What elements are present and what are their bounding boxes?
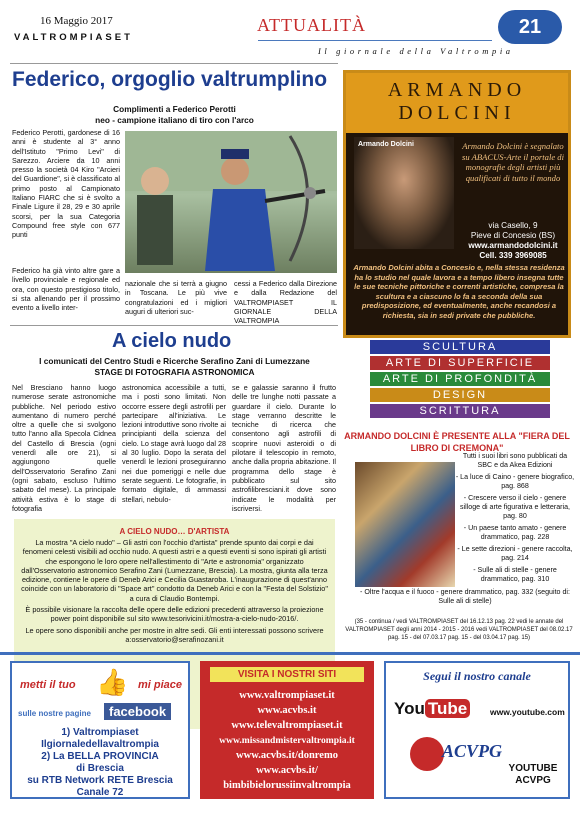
article1-col3: cessi a Federico dalla Direzione e dalla Redazione del VALTROMPIASET IL GIORNALE DELLA VALTROMPIA bbox=[234, 279, 337, 326]
band-surface: ARTE DI SUPERFICIE bbox=[370, 356, 550, 370]
facebook-box bbox=[10, 661, 190, 799]
site-link[interactable]: www.televaltrompiaset.it bbox=[231, 720, 343, 731]
site-link[interactable]: www.acvbs.it/ bbox=[256, 765, 318, 776]
bottom-band bbox=[0, 652, 580, 655]
newspaper-subtitle: Il giornale della Valtrompia bbox=[318, 46, 514, 56]
fb-pages-list: 1) Valtrompiaset Ilgiornaledellavaltrompia 2) La BELLA PROVINCIA di Brescia su RTB Network RETE Brescia Canale 72 bbox=[27, 727, 173, 798]
fb-put: metti il tuo bbox=[20, 679, 76, 691]
youtube-box bbox=[384, 661, 570, 799]
band-depth: ARTE DI PROFONDITÀ bbox=[370, 372, 550, 386]
article1-subtitle: Complimenti a Federico Perotti neo - campione italiano di tiro con l'arco bbox=[95, 104, 254, 125]
fb-like: mi piace bbox=[138, 679, 183, 691]
acvpg-text: ACVPG bbox=[442, 741, 503, 761]
books-last: - Oltre l'acqua e il fuoco - genere drammatico, pag. 332 (seguito di: Sulle ali di stelle) bbox=[360, 588, 570, 605]
article1-col2: nazionale che si terrà a giugno in Toscana. Le più vive congratulazioni ed i migliori auguri di ulteriori suc- bbox=[125, 279, 227, 316]
ad-address: via Casello, 9 Pieve di Concesio (BS) www.armandodolcini.it Cell. 339 3969085 bbox=[468, 221, 558, 260]
article1-title: Federico, orgoglio valtrumplino bbox=[12, 68, 328, 91]
article2-title: A cielo nudo bbox=[112, 330, 232, 352]
article2-col3: se e galassie saranno il frutto delle tre lunghe notti passate a guardare il cielo. Durante lo stage verranno descritte le tecniche di ricerca che consentono agli astrofili di scoprire nuovi asteroidi o di pilotare il telescopio in remoto, anche dalla propria abitazione. Il programma dello stage è pubblicato sul sito astrofilibresciani.it dove sono indicate le modalità per iscriversi. bbox=[232, 383, 336, 513]
article1-col1: Federico Perotti, gardonese di 16 anni è studente al 3° anno dell'Istituto "Primo Levi" di Sarezzo. Arciere da 10 anni presso la società 04 Kiro "Arcieri del Guardione", si è classificato al primo posto al Campionato Italiano FIARC che si è svolto a Finale Ligure il 28, 29 e 30 aprile scorsi, per la sua Categoria Compound free style con 677 punti bbox=[12, 128, 120, 240]
site-link[interactable]: bimbibielorussiinvaltrompia bbox=[223, 780, 351, 791]
band-design: DESIGN bbox=[370, 388, 550, 402]
site-link[interactable]: www.acvbs.it/donremo bbox=[236, 750, 338, 761]
archer-photo bbox=[125, 131, 337, 273]
art-box-title: A CIELO NUDO… D'ARTISTA bbox=[119, 527, 230, 536]
ad-text: Armando Dolcini è segnalato su ABACUS-Arte il portale di monografie degli artisti più qualificati di tutto il mondo bbox=[461, 141, 564, 183]
yt-url[interactable]: www.youtube.com bbox=[490, 707, 565, 717]
artist-photo: Armando Dolcini bbox=[354, 137, 454, 249]
youtube-logo[interactable]: You Tube bbox=[394, 699, 470, 719]
divider-mid bbox=[10, 325, 338, 326]
issue-date: 16 Maggio 2017 bbox=[40, 15, 113, 27]
sites-title: VISITA I NOSTRI SITI bbox=[210, 667, 364, 682]
ad-description: Armando Dolcini abita a Concesio e, nella stessa residenza ha lo studio nel quale lavora e a tempo libero insegna tutte le sue tecniche pittoriche e correnti artistiche, compresa la scultura e a ciascuno lo fa a seconda della sua predisposizione, ed eventualmente, anche recandosi a richiesta, sia in sedi private che pubbliche. bbox=[353, 263, 565, 320]
yt-title: Segui il nostro canale bbox=[423, 669, 531, 683]
article2-subtitle: I comunicati del Centro Studi e Ricerche Serafino Zani di Lumezzane STAGE DI FOTOGRAFIA ASTRONOMICA bbox=[39, 356, 310, 377]
ad-header: ARMANDO DOLCINI bbox=[346, 73, 568, 133]
band-writing: SCRITTURA bbox=[370, 404, 550, 418]
brand-name: VALTROMPIASET bbox=[14, 32, 133, 43]
article2-col1: Nel Bresciano hanno luogo numerose serate astronomiche pubbliche. Nel periodo estivo aumentano di numero perché oltre a quelle che si svolgono tutto l'anno alla Specola Cidnea del Castello di Brescia (ogni venerdì alle ore 21), si aggiungono quelle dell'Osservatorio Serafino Zani (ogni sabato, escluso l'ultimo sabato del mese). La principale attività estiva è lo stage di fotografia bbox=[12, 383, 116, 513]
site-link[interactable]: www.missandmistervaltrompia.it bbox=[219, 735, 355, 746]
page-number: 21 bbox=[498, 10, 562, 44]
section-title: ATTUALITÀ bbox=[257, 15, 366, 35]
books-note: (35 - continua / vedi VALTROMPIASET del 16.12.13 pag. 22 vedi le annate del VALTROMPIASET degli anni 2014 - 2015 - 2016 vedi VALTROMPIASET del 08.02.17 pag. 15 - del 07.03.17 pag. 15 - del 03.04.17 pag. 15) bbox=[345, 619, 573, 641]
acvpg-logo bbox=[410, 737, 444, 771]
yt-labels: YOUTUBE ACVPG bbox=[508, 763, 558, 786]
site-link[interactable]: www.acvbs.it bbox=[257, 705, 317, 716]
art-categories bbox=[370, 340, 550, 420]
fb-on-pages: sulle nostre pagine bbox=[18, 709, 91, 718]
sites-links bbox=[200, 688, 374, 793]
art-box-p1: La mostra "A cielo nudo" – Gli astri con l'occhio d'artista" prende spunto dai corpi e dai fenomeni celesti visibili ad occhio nudo. A questi astri e a questi eventi si sono ispirati gli artisti che espongono le loro opere nell'allestimento di "Arte e astronomia" organizzato dall'Osservatorio astronomico Serafino Zani (Lumezzane, Brescia). La mostra, giunta alla terza edizione, contiene le opere di Deneb Arici e Cecilia Guastaroba. L'inaugurazione di quest'anno coincide con un laboratorio di "Space art" condotto da Deneb Arici e con la "Festa del Solstizio" a cura di Claudio Bontempi. bbox=[21, 538, 328, 603]
art-box-p2: È possibile visionare la raccolta delle opere delle edizioni precedenti attraverso la proiezione power point disponibile sul sito www.tesorivicini.it/mostra-a-cielo-nudo-2016/. bbox=[25, 605, 324, 624]
header-rule bbox=[258, 40, 492, 41]
art-box-p3: Le opere sono disponibili anche per mostre in altre sedi. Gli enti interessati possono scrivere a:osservatorio@serafinozani.it bbox=[25, 625, 324, 644]
dolcini-ad bbox=[343, 70, 571, 338]
divider-top bbox=[10, 63, 338, 64]
books-photo bbox=[355, 462, 455, 587]
books-list: Tutti i suoi libri sono pubblicati da SBC e da Akea Edizioni - La luce di Caino - genere biografico, pag. 868 - Crescere verso il cielo - genere silloge di arte figurativa e letteraria, pag. 80 - Un paese tanto amato - genere drammatico, pag. 228 - Le sette direzioni - genere raccolta, pag. 214 - Sulle ali di stelle - genere drammatico, pag. 310 bbox=[455, 452, 575, 583]
article2-col2: astronomica accessibile a tutti, ma i posti sono limitati. Non occorre essere degli astrofili per partecipare all'iniziativa. Le lezioni introduttive sono rivolte ai principianti della scienza del cielo. Lo stage avrà luogo dal 28 al 30 luglio. Dopo la serata del venerdì le lezioni proseguiranno nei due pomeriggi e nelle due serate seguenti. Le fotografie, in formato digitale, di ammassi stellari, nebulo- bbox=[122, 383, 226, 504]
site-link[interactable]: www.valtrompiaset.it bbox=[239, 690, 335, 701]
band-sculpture: SCULTURA bbox=[370, 340, 550, 354]
cremona-notice: ARMANDO DOLCINI È PRESENTE ALLA "FIERA DEL LIBRO DI CREMONA" bbox=[344, 431, 570, 453]
thumbs-up-icon: 👍 bbox=[96, 667, 129, 697]
sites-box bbox=[200, 661, 374, 799]
facebook-logo[interactable]: facebook bbox=[104, 703, 171, 720]
article1-col1b: Federico ha già vinto altre gare a livello provinciale e regionale ed ora, con questo prestigioso titolo, si sta allenando per il prossimo evento a livello inter- bbox=[12, 266, 120, 313]
